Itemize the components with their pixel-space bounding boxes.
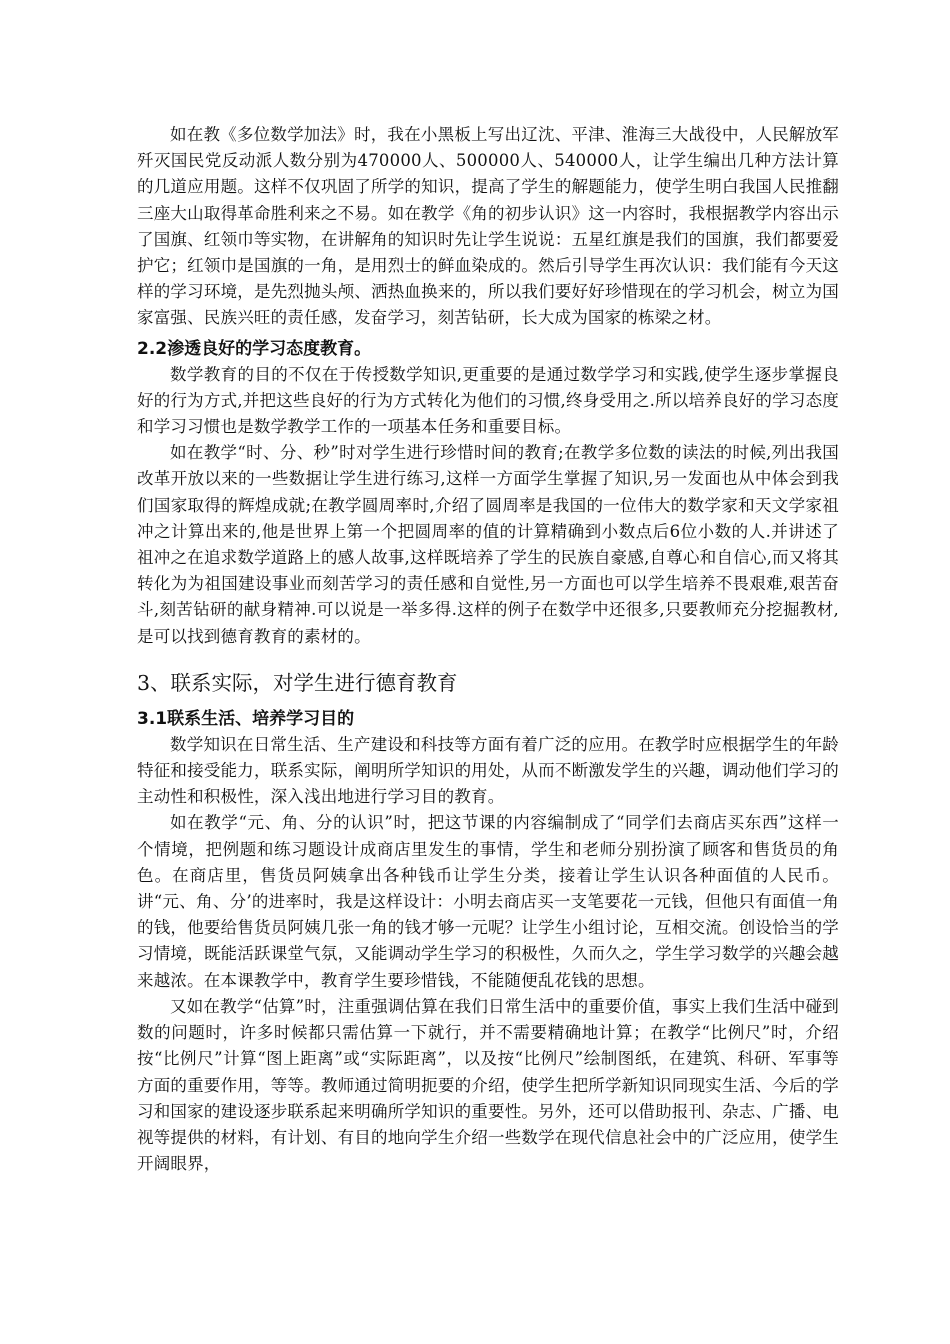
paragraph: 数学知识在日常生活、生产建设和科技等方面有着广泛的应用。在教学时应根据学生的年龄特征和接受能力，联系实际，阐明所学知识的用处，从而不断激发学生的兴趣，调动他们学习的主动性和积极性，深入浅出地进行学习目的教育。 xyxy=(137,734,839,807)
paragraph: 又如在教学“估算”时，注重强调估算在我们日常生活中的重要价值，事实上我们生活中碰到数的问题时，许多时候都只需估算一下就行，并不需要精确地计算；在教学“比例尺”时，介绍按“比例尺”计算“图上距离”或“实际距离”，以及按“比例尺”绘制图纸，在建筑、科研、军事等方面的重要作用，等等。教师通过简明扼要的介绍，使学生把所学新知识同现实生活、今后的学习和国家的建设逐步联系起来明确所学知识的重要性。另外，还可以借助报刊、杂志、广播、电视等提供的材料，有计划、有目的地向学生介绍一些数学在现代信息社会中的广泛应用，使学生开阔眼界， xyxy=(137,996,839,1174)
section-heading-3-1: 3.1联系生活、培养学习目的 xyxy=(137,708,355,729)
paragraph: 如在教《多位数学加法》时，我在小黑板上写出辽沈、平津、淮海三大战役中，人民解放军歼灭国民党反动派人数分别为470000人、500000人、540000人，让学生编出几种方法计算的几道应用题。这样不仅巩固了所学的知识，提高了学生的解题能力，使学生明白我国人民推翻三座大山取得革命胜利来之不易。如在教学《角的初步认识》这一内容时，我根据教学内容出示了国旗、红领巾等实物，在讲解角的知识时先让学生说说：五星红旗是我们的国旗，我们都要爱护它；红领巾是国旗的一角，是用烈士的鲜血染成的。然后引导学生再次认识：我们能有今天这样的学习环境，是先烈抛头颅、洒热血换来的，所以我们要好好珍惜现在的学习机会，树立为国家富强、民族兴旺的责任感，发奋学习，刻苦钻研，长大成为国家的栋梁之材。 xyxy=(137,125,839,328)
section-heading-2-2: 2.2渗透良好的学习态度教育。 xyxy=(137,338,372,359)
paragraph: 如在教学“时、分、秒”时对学生进行珍惜时间的教育;在教学多位数的读法的时候,列出我国改革开放以来的一些数据让学生进行练习,这样一方面学生掌握了知识,另一发面也从中体会到我们国家取得的辉煌成就;在教学圆周率时,介绍了圆周率是我国的一位伟大的数学家和天文学家祖冲之计算出来的,他是世界上第一个把圆周率的值的计算精确到小数点后6位小数的人.并讲述了祖冲之在追求数学道路上的感人故事,这样既培养了学生的民族自豪感,自尊心和自信心,而又将其转化为为祖国建设事业而刻苦学习的责任感和自觉性,另一方面也可以学生培养不畏艰难,艰苦奋斗,刻苦钻研的献身精神.可以说是一举多得.这样的例子在数学中还很多,只要教师充分挖掘教材,是可以找到德育教育的素材的。 xyxy=(137,443,839,646)
paragraph: 数学教育的目的不仅在于传授数学知识,更重要的是通过数学学习和实践,使学生逐步掌握良好的行为方式,并把这些良好的行为方式转化为他们的习惯,终身受用之.所以培养良好的学习态度和学习习惯也是数学教学工作的一项基本任务和重要目标。 xyxy=(137,364,839,437)
paragraph: 如在教学“元、角、分的认识”时，把这节课的内容编制成了“同学们去商店买东西”这样一个情境，把例题和练习题设计成商店里发生的事情，学生和老师分别扮演了顾客和售货员的角色。在商店里，售货员阿姨拿出各种钱币让学生分类，接着让学生认识各种面值的人民币。讲“元、角、分’的进率时，我是这样设计：小明去商店买一支笔要花一元钱，但他只有面值一角的钱，他要给售货员阿姨几张一角的钱才够一元呢？让学生小组讨论，互相交流。创设恰当的学习情境，既能活跃课堂气氛，又能调动学生学习的积极性，久而久之，学生学习数学的兴趣会越来越浓。在本课教学中，教育学生要珍惜钱，不能随便乱花钱的思想。 xyxy=(137,813,839,990)
document-page xyxy=(137,122,839,1177)
section-heading-3: 3、联系实际，对学生进行德育教育 xyxy=(137,670,458,695)
